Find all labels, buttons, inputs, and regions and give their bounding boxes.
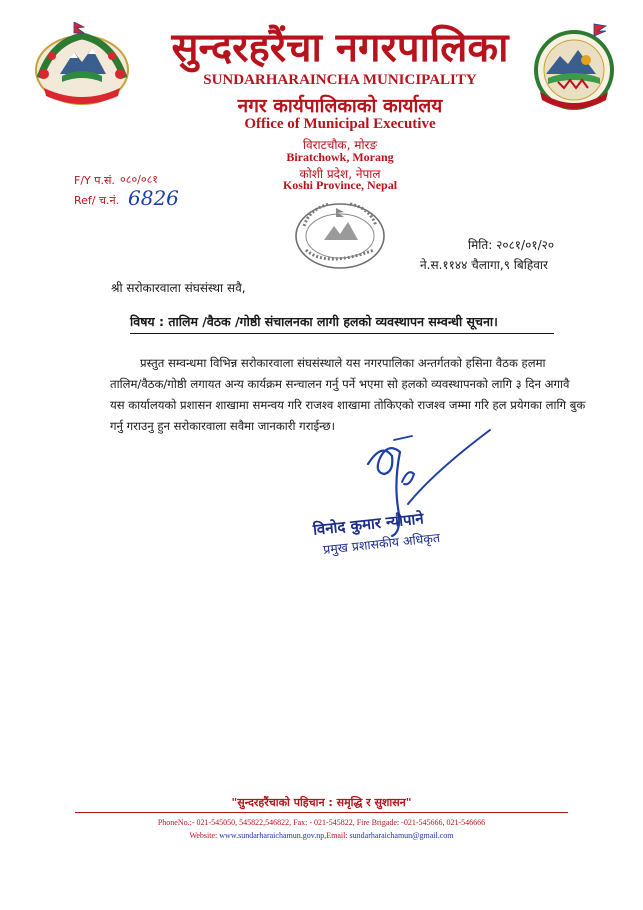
body-line: गर्नु गराउनु हुन सरोकारवाला सवैमा जानकारी गराईन्छ। xyxy=(110,419,335,433)
email-link[interactable]: sundarharaichamun@gmail.com xyxy=(349,831,454,840)
signatory-stamp xyxy=(312,507,441,559)
body-line: तालिम/वैठक/गोष्ठी लगायत अन्य कार्यक्रम सन्चालन गर्नु पर्ने भएमा सो हलको व्यवस्थापनको लागि ३ दिन अगावै xyxy=(110,377,570,391)
email-label: ,Email: xyxy=(324,831,348,840)
municipality-name-nepali: सुन्दरहरैंचा नगरपालिका xyxy=(171,25,509,71)
body-line: यस कार्यालयको प्रशासन शाखामा समन्वय गरि राजश्व शाखामा तोकिएको राजश्व जम्मा गरि हल प्रयेगका लागि बुक xyxy=(110,398,586,412)
signatory-name: विनोद कुमार न्यौपाने xyxy=(312,509,425,539)
subject-line xyxy=(130,311,554,334)
province-english: Koshi Province, Nepal xyxy=(282,178,398,192)
nepal-emblem-icon xyxy=(22,22,142,108)
city-english: Biratchowk, Morang xyxy=(286,150,394,164)
city-nepali: विराटचौक, मोरङ xyxy=(302,138,378,152)
footer-slogan: "सुन्दरहरैंचाको पहिचान : समृद्धि र सुशासन" xyxy=(231,796,412,809)
footer-phone-line: PhoneNo.:- 021-545050, 545822,546822, Fax: - 021-545822, Fire Brigade: -021-545666, 021-546666 xyxy=(157,818,486,827)
footer-divider xyxy=(75,812,568,813)
fiscal-year-label: F/Y प.सं. xyxy=(74,174,115,187)
website-link[interactable]: www.sundarharaichamun.gov.np xyxy=(219,831,325,840)
subject-text: विषय : तालिम /वैठक /गोष्ठी संचालनका लागी हलको व्यवस्थापन सम्वन्धी सूचना। xyxy=(130,314,498,329)
province-nepali: कोशी प्रदेश, नेपाल xyxy=(299,167,381,181)
recipient: श्री सरोकारवाला संघसंस्था सवै, xyxy=(111,281,246,295)
office-name-english: Office of Municipal Executive xyxy=(244,116,436,132)
reference-label: Ref/ च.नं. xyxy=(74,194,120,207)
office-name-nepali: नगर कार्यपालिकाको कार्यालय xyxy=(237,95,443,117)
reference-number-handwritten: 6826 xyxy=(128,186,179,210)
website-label: Website: xyxy=(189,831,218,840)
nepal-samvat-date: ने.स.११४४ चैलागा,९ बिहिवार xyxy=(420,258,548,272)
signatory-designation: प्रमुख प्रशासकीय अधिकृत xyxy=(322,529,441,557)
municipality-logo-icon xyxy=(524,22,624,112)
letter-body xyxy=(110,353,586,437)
body-line: प्रस्तुत सम्वन्धमा विभिन्न सरोकारवाला संघसंस्थाले यस नगरपालिका अन्तर्गतको हसिना वैठक हलमा xyxy=(140,356,546,370)
office-seal-stamp-icon xyxy=(290,196,390,272)
letter-date: मिति: २०८१/०१/२० xyxy=(468,238,555,252)
footer-contact-line xyxy=(0,831,643,840)
fiscal-year-value: ०८०/०८१ xyxy=(120,173,159,186)
municipality-name-english: SUNDARHARAINCHA MUNICIPALITY xyxy=(203,72,477,88)
